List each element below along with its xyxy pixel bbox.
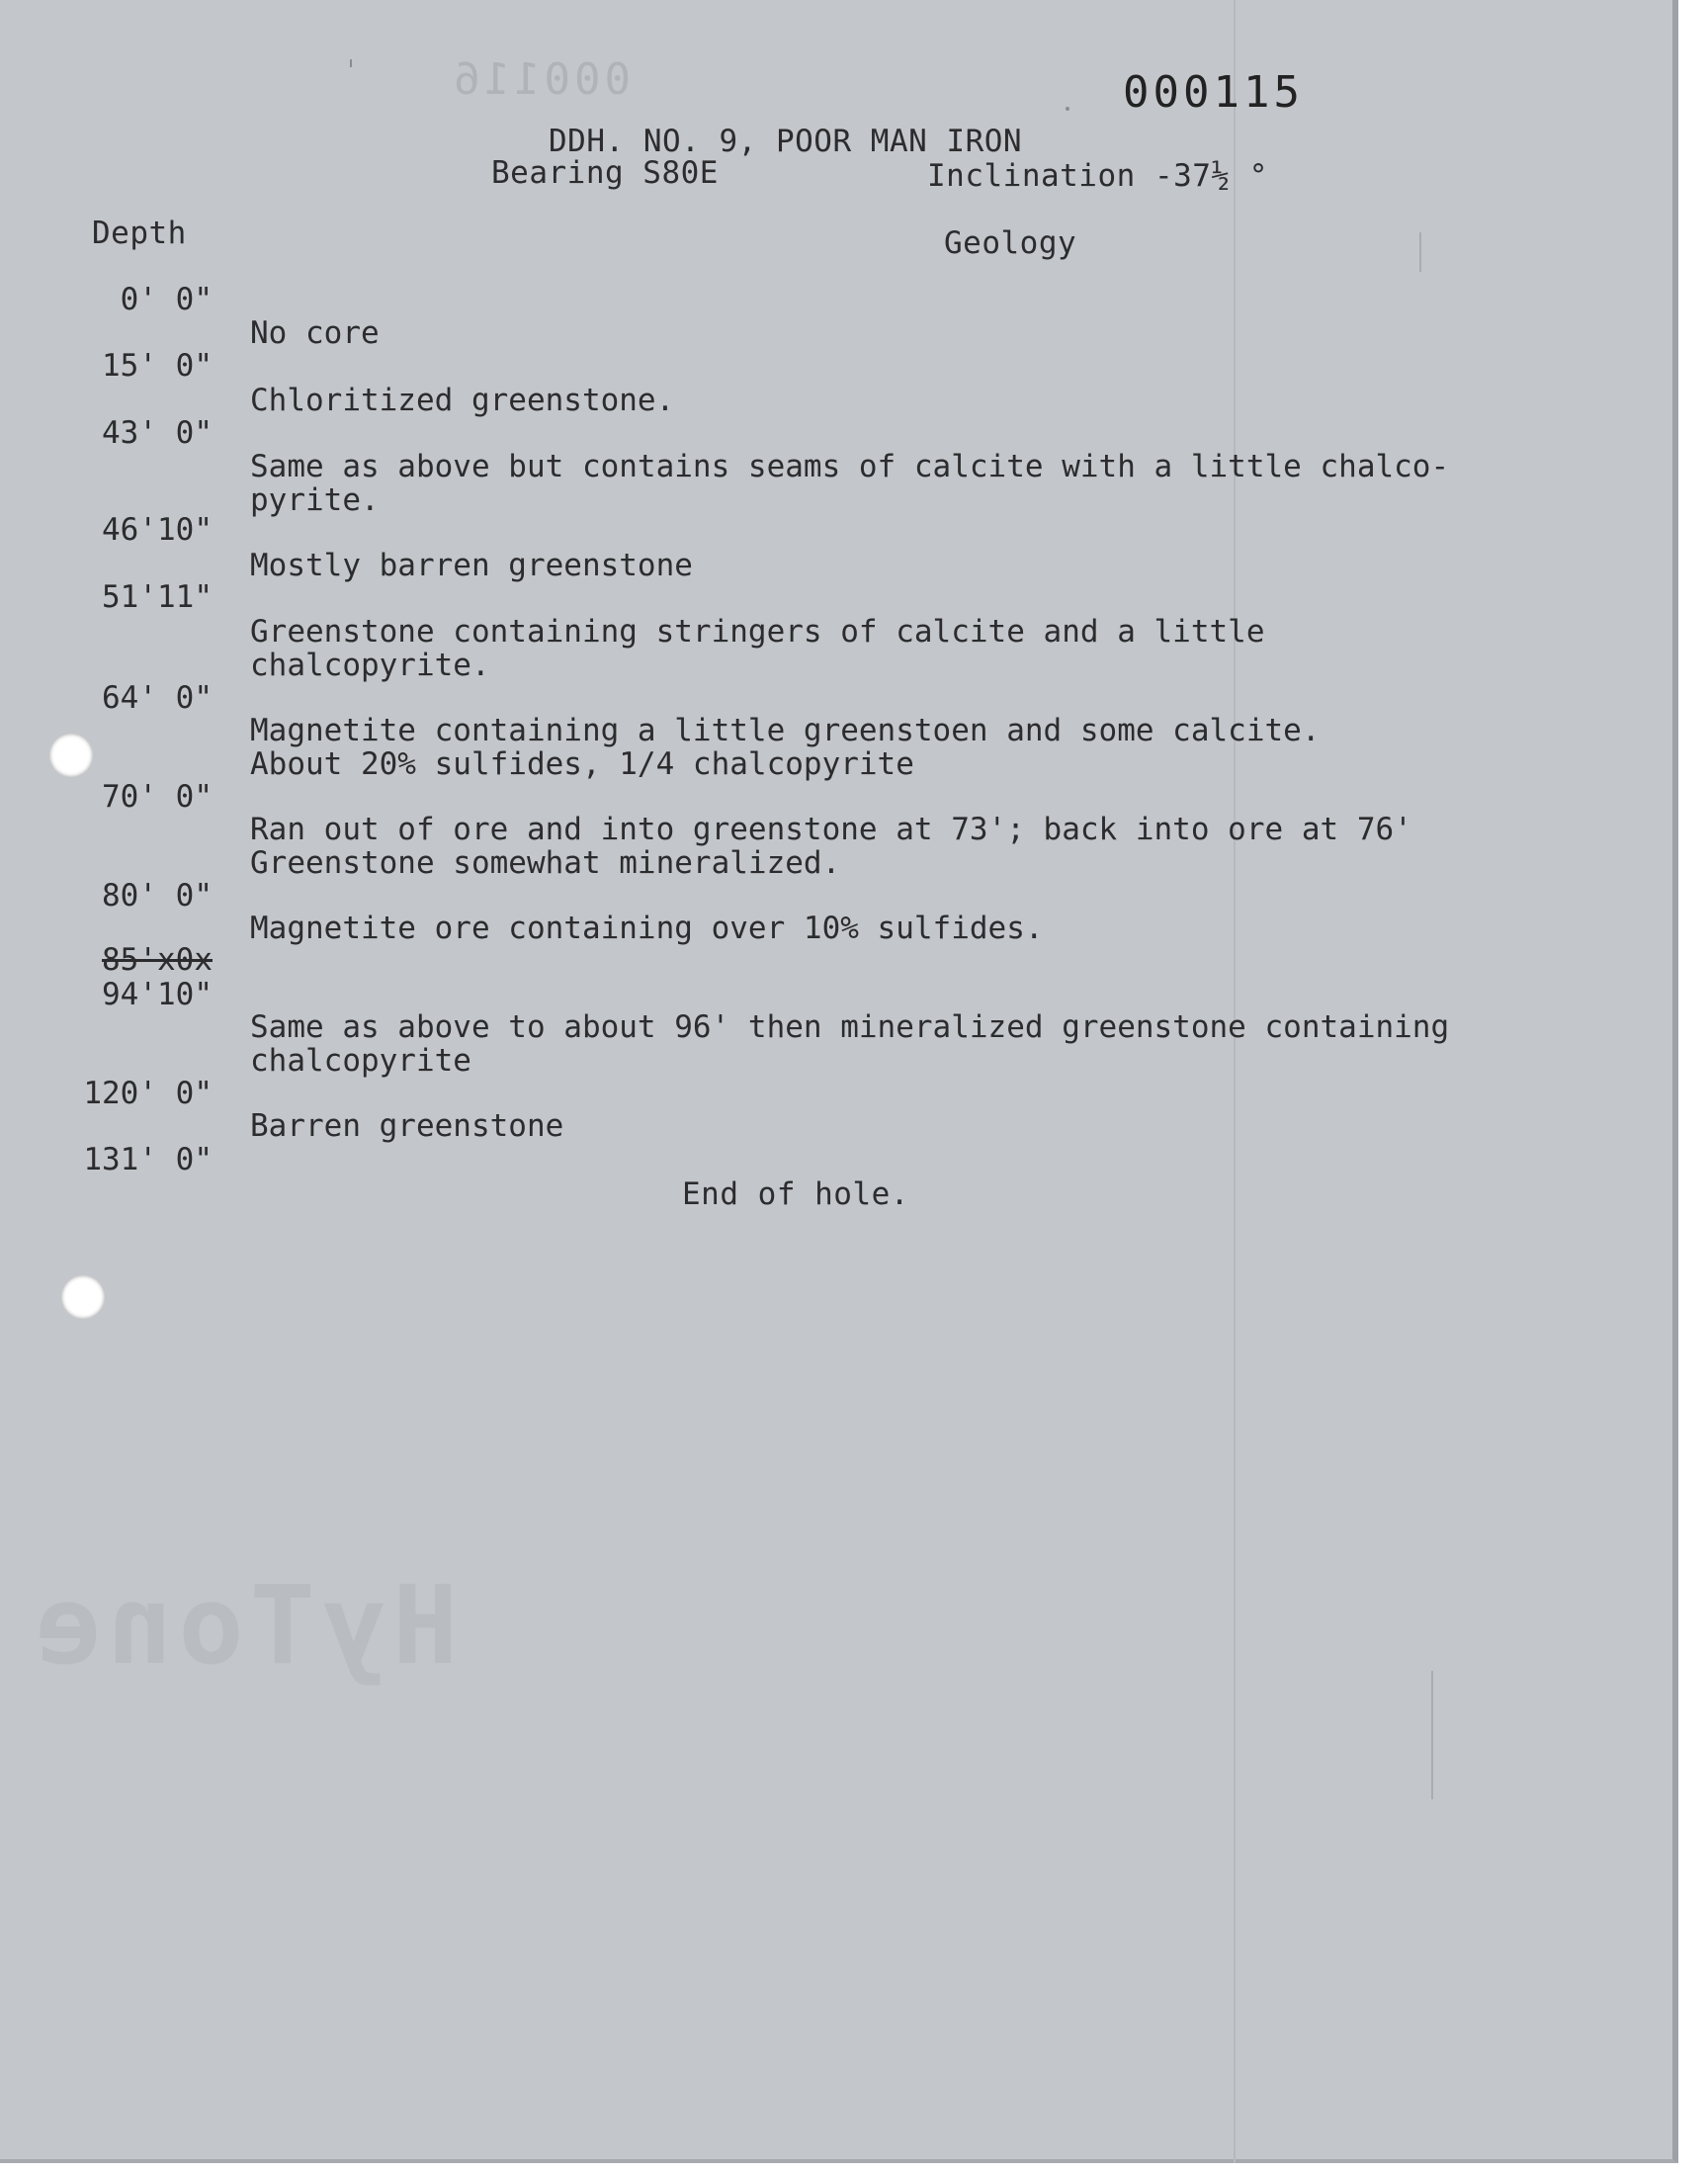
geology-entry: No core [250, 315, 380, 351]
depth-marker: 70' 0" [102, 779, 213, 815]
ghost-stamp-number: 000116 [450, 54, 631, 105]
punch-hole [49, 734, 93, 777]
depth-marker: 120' 0" [83, 1076, 213, 1111]
depth-marker: 80' 0" [102, 878, 213, 914]
geology-entry: Same as above but contains seams of calcite with a little chalco- pyrite. [250, 449, 1450, 518]
fold-line [1234, 0, 1236, 2163]
end-of-hole-text: End of hole. [682, 1176, 909, 1212]
depth-marker: 15' 0" [102, 348, 213, 384]
struck-depth-marker: 85'x0x [102, 942, 213, 978]
geology-entry: Magnetite containing a little greenstoen and some calcite. About 20% sulfides, 1/4 chalcopyrite [250, 713, 1321, 782]
depth-marker: 46'10" [102, 512, 213, 548]
speck [1431, 1671, 1433, 1799]
depth-marker: 0' 0" [120, 282, 213, 317]
stamp-number: 000115 [1123, 67, 1304, 118]
depth-marker: 51'11" [102, 579, 213, 615]
speck [1066, 107, 1069, 111]
geology-entry: Mostly barren greenstone [250, 548, 693, 583]
geology-entry: Ran out of ore and into greenstone at 73'; back into ore at 76' Greenstone somewhat mineralized. [250, 812, 1412, 881]
geology-column-heading: Geology [944, 225, 1077, 261]
depth-marker: 43' 0" [102, 415, 213, 451]
speck [1419, 232, 1421, 272]
speck [350, 59, 352, 67]
bearing-text: Bearing S80E [491, 155, 719, 191]
title-line: DDH. NO. 9, POOR MAN IRON [549, 124, 1023, 159]
geology-entry: Magnetite ore containing over 10% sulfides. [250, 911, 1044, 946]
inclination-text: Inclination -37½ ° [927, 158, 1268, 194]
depth-column-heading: Depth [92, 216, 187, 251]
depth-marker: 131' 0" [83, 1142, 213, 1177]
geology-entry: Chloritized greenstone. [250, 383, 675, 418]
depth-marker: 64' 0" [102, 680, 213, 716]
geology-entry: Barren greenstone [250, 1108, 564, 1144]
punch-hole [61, 1275, 105, 1319]
watermark-show-through: HyTone [30, 1562, 459, 1689]
geology-entry: Same as above to about 96' then mineralized greenstone containing chalcopyrite [250, 1009, 1450, 1079]
geology-entry: Greenstone containing stringers of calcite and a little chalcopyrite. [250, 614, 1265, 683]
depth-marker: 94'10" [102, 977, 213, 1012]
